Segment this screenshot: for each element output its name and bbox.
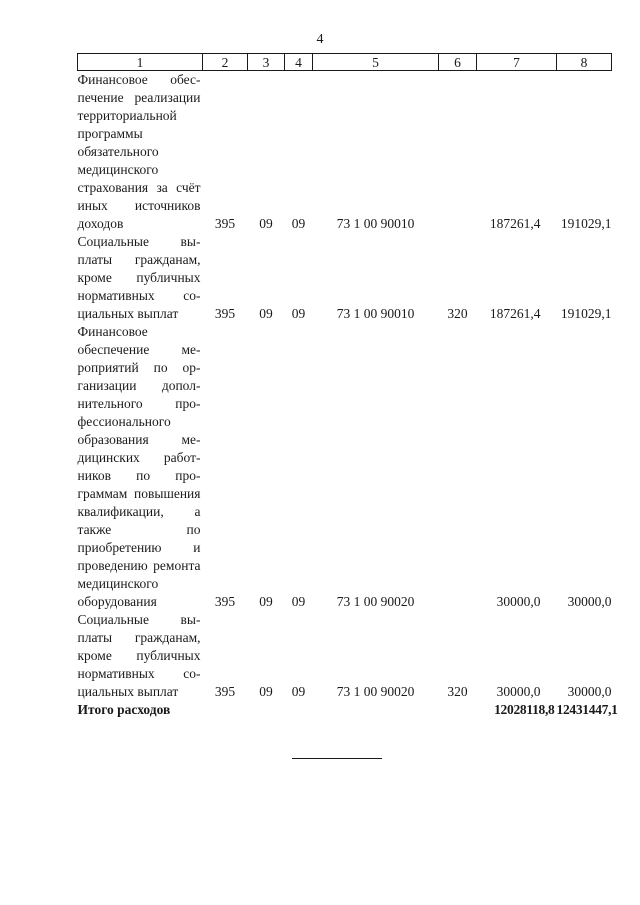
cell-amount-year1: 187261,4 <box>489 306 541 321</box>
empty-cell <box>313 701 439 719</box>
row-name: Социальные выплаты гражданам, кроме публичных нормативных социальных выплат <box>77 612 201 699</box>
column-header: 1 <box>78 54 203 71</box>
row-name: Финансовое обеспечение реализации территориальной программы обязательного медицинского страхования за счёт иных источников доходов <box>77 72 201 231</box>
column-header: 2 <box>203 54 248 71</box>
cell-expense-type: 320 <box>447 306 468 321</box>
column-header: 7 <box>477 54 557 71</box>
table-row <box>78 71 612 234</box>
cell-ministry-code: 395 <box>214 594 236 609</box>
cell-section: 09 <box>259 594 273 609</box>
cell-target-article: 73 1 00 90020 <box>336 684 415 699</box>
cell-section: 09 <box>259 684 273 699</box>
cell-section: 09 <box>259 306 273 321</box>
row-name: Финансовое обеспечение мероприятий по организации дополнительного профессионального образования медицинских работников по программам повышения квалификации, а также по приобретению и проведению ремонта медицинского оборудования <box>77 324 201 609</box>
cell-amount-year1: 30000,0 <box>496 594 541 609</box>
column-header: 8 <box>557 54 612 71</box>
cell-amount-year2: 191029,1 <box>560 216 612 231</box>
cell-expense-type <box>439 71 477 234</box>
empty-cell <box>203 701 248 719</box>
cell-amount-year1: 187261,4 <box>489 216 541 231</box>
column-header: 6 <box>439 54 477 71</box>
cell-ministry-code: 395 <box>214 306 236 321</box>
cell-target-article: 73 1 00 90020 <box>336 594 415 609</box>
budget-table <box>77 53 618 719</box>
table-header-row <box>78 54 612 71</box>
cell-subsection: 09 <box>291 216 306 231</box>
cell-subsection: 09 <box>291 306 306 321</box>
cell-amount-year2: 191029,1 <box>560 306 612 321</box>
empty-cell <box>285 701 313 719</box>
page-number: 4 <box>316 32 324 47</box>
empty-cell <box>248 701 285 719</box>
row-name: Социальные выплаты гражданам, кроме публичных нормативных социальных выплат <box>77 234 201 321</box>
total-amount-year1: 12028118,8 <box>494 702 555 717</box>
table-row <box>78 611 612 701</box>
total-label: Итого расходов <box>77 702 171 717</box>
cell-amount-year2: 30000,0 <box>567 684 612 699</box>
cell-expense-type <box>439 323 477 611</box>
cell-amount-year2: 30000,0 <box>567 594 612 609</box>
cell-target-article: 73 1 00 90010 <box>336 216 415 231</box>
cell-target-article: 73 1 00 90010 <box>336 306 415 321</box>
empty-cell <box>439 701 477 719</box>
column-header: 4 <box>285 54 313 71</box>
cell-section: 09 <box>259 216 273 231</box>
cell-amount-year1: 30000,0 <box>496 684 541 699</box>
column-header: 5 <box>313 54 439 71</box>
cell-ministry-code: 395 <box>214 216 236 231</box>
cell-subsection: 09 <box>291 594 306 609</box>
table-row <box>78 233 612 323</box>
cell-ministry-code: 395 <box>214 684 236 699</box>
column-header: 3 <box>248 54 285 71</box>
total-amount-year2: 12431447,1 <box>556 702 618 717</box>
cell-expense-type: 320 <box>447 684 468 699</box>
table-row <box>78 323 612 611</box>
total-row <box>78 701 612 719</box>
end-of-document-line <box>292 758 382 759</box>
cell-subsection: 09 <box>291 684 306 699</box>
